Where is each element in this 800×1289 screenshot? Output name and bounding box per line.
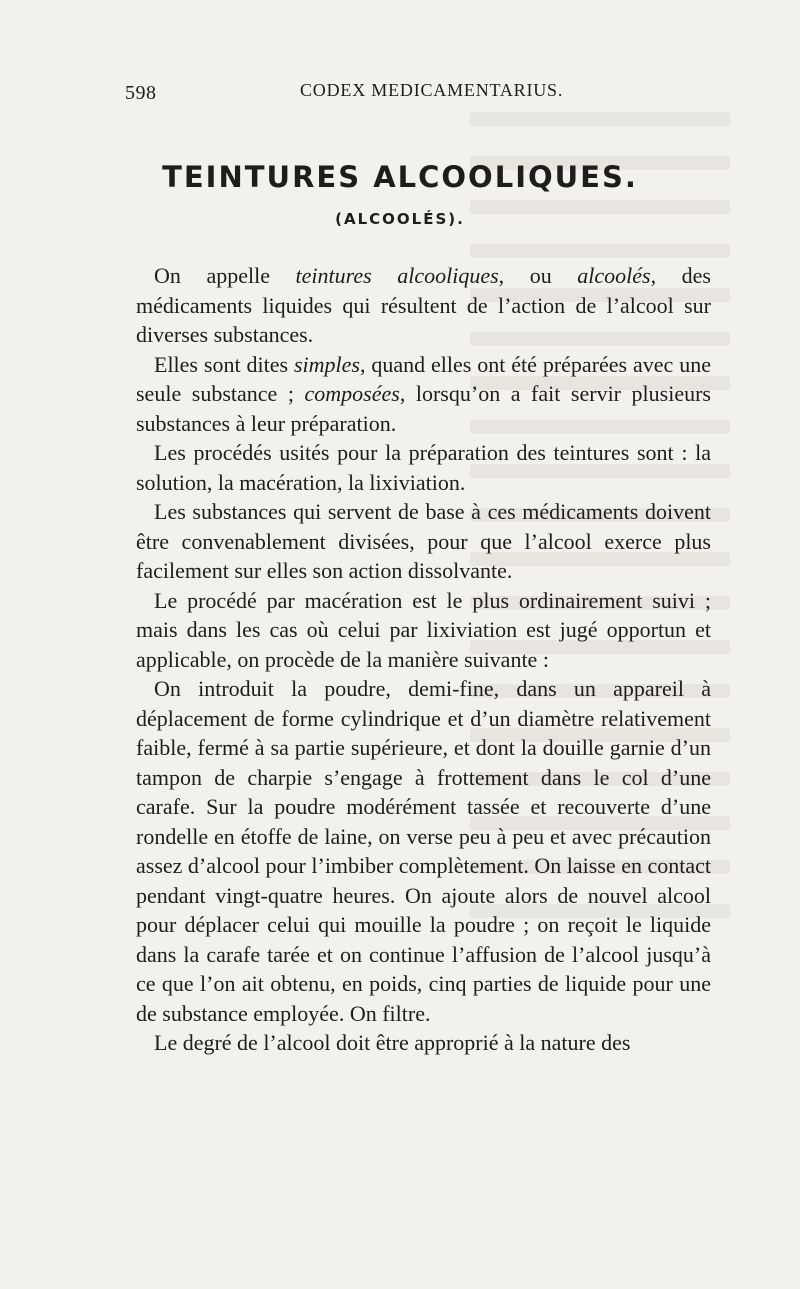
text-run: Elles sont dites <box>154 351 294 377</box>
text-run: , ou <box>498 263 578 288</box>
paragraph-maceration: Le procédé par macération est le plus ordinairement suivi ; mais dans les cas où celui par lixiviation est jugé opportun et applicable, on procède de la manière suivante : <box>136 587 711 672</box>
emphasis-term: composées <box>304 381 400 406</box>
text-run: , lorsqu’on a fait servir plusieurs substances à leur préparation. <box>136 381 711 436</box>
paragraph-lixiviation-method: On introduit la poudre, demi-fine, dans un appareil à déplacement de forme cylindrique et d’un diamètre relativement faible, fermé à sa partie supérieure, et dont la douille garnie d’un tampon de charpie s’engage à frottement dans le col d’une carafe. Sur la poudre modérément tassée et recouverte d’une rondelle en étoffe de laine, on verse peu à peu et avec précaution assez d’alcool pour l’imbiber complètement. On laisse en contact pendant vingt-quatre heures. On ajoute alors de nouvel alcool pour déplacer celui qui mouille la poudre ; on reçoit le liquide dans la carafe tarée et on continue l’affusion de l’alcool jusqu’à ce que l’on ait obtenu, en poids, cinq parties de liquide pour une de substance employée. On filtre. <box>136 676 711 1026</box>
paragraph-types <box>136 350 711 439</box>
emphasis-term: simples <box>293 351 360 377</box>
paragraph-alcohol-degree: Le degré de l’alcool doit être approprié à la nature des <box>154 1030 631 1055</box>
page-number: 598 <box>125 82 157 104</box>
emphasis-term: teintures alcooliques <box>295 263 499 288</box>
text-run: , des médicaments liquides qui résultent de l’action de l’alcool sur diverses substances. <box>136 263 711 347</box>
running-head <box>125 80 725 110</box>
text-run: On appelle <box>154 263 296 288</box>
running-title: CODEX MEDICAMENTARIUS. <box>300 80 564 100</box>
emphasis-term: alcoolés <box>577 263 651 288</box>
paragraph-substances: Les substances qui servent de base à ces médicaments doivent être convenablement divisées, pour que l’alcool exerce plus facilement sur elles son action dissolvante. <box>136 499 711 583</box>
section-title: TEINTURES ALCOOLIQUES. <box>162 160 638 194</box>
section-subtitle: (ALCOOLÉS). <box>335 210 465 228</box>
paragraph-procedures: Les procédés usités pour la préparation des teintures sont : la solution, la macération, la lixiviation. <box>136 440 711 495</box>
body-text <box>136 261 711 1058</box>
text-run: , quand elles ont été préparées avec une seule substance ; <box>136 351 711 406</box>
paragraph-definition <box>136 261 711 350</box>
